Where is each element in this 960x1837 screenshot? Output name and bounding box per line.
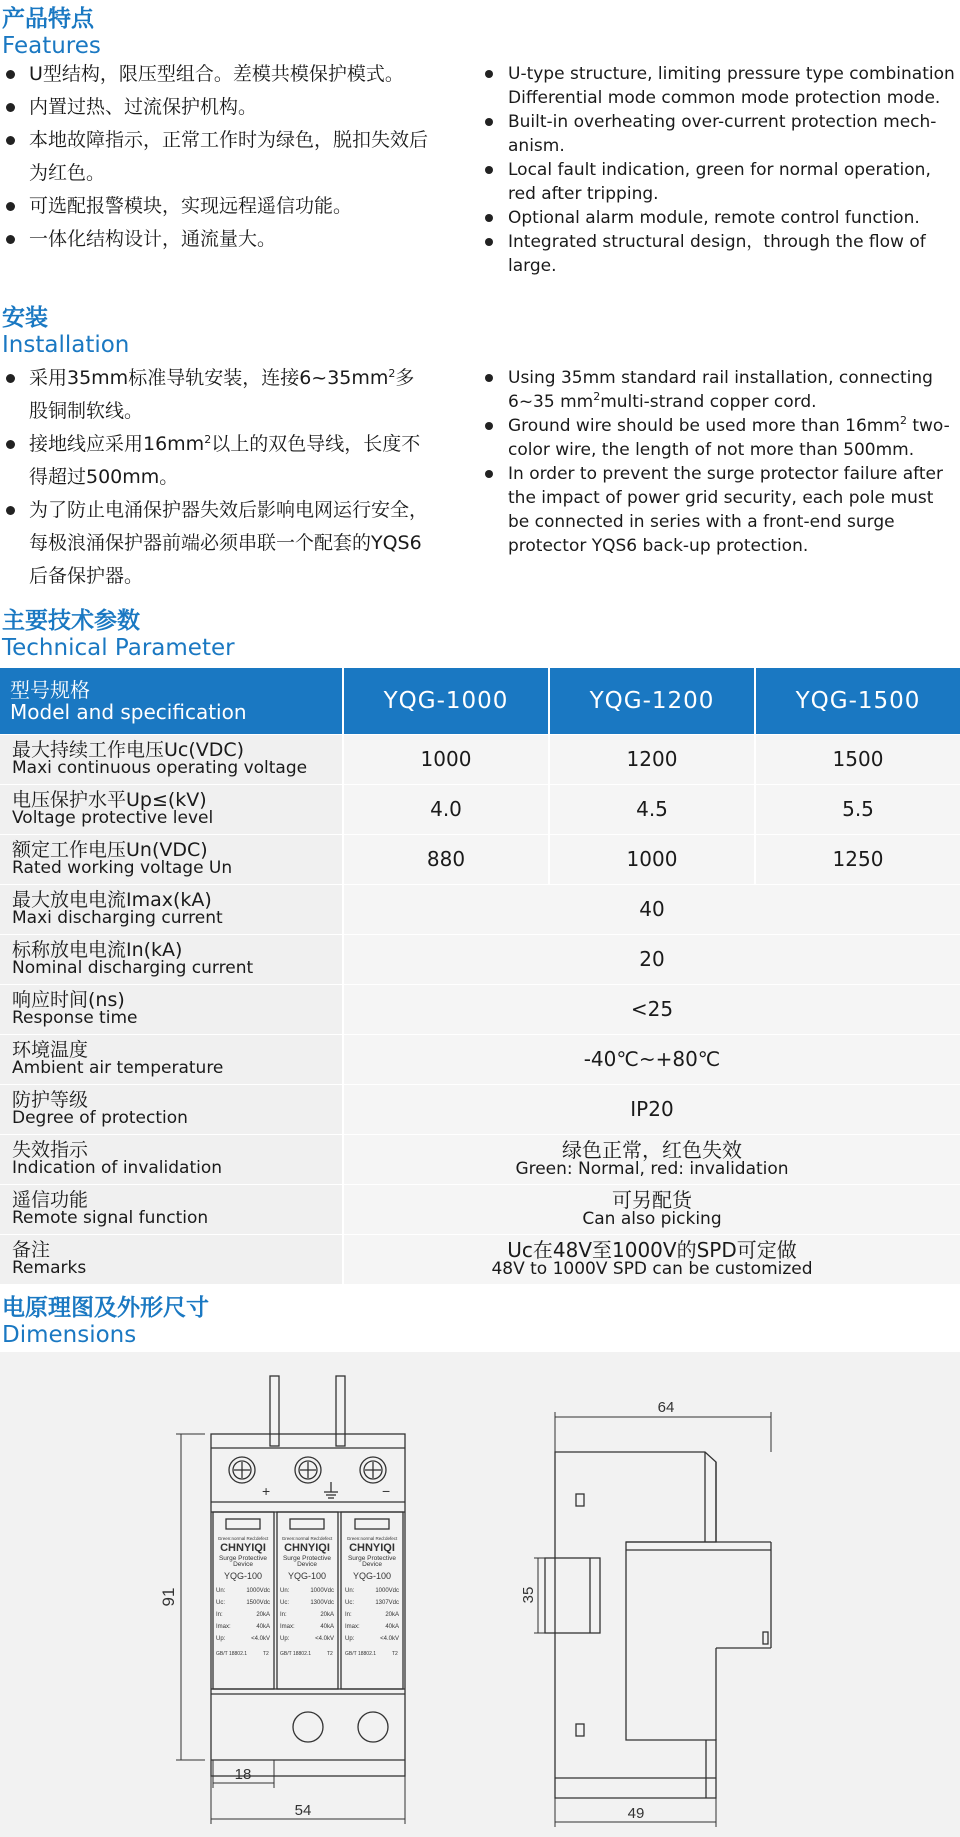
item-text: 为了防止电涌保护器失效后影响电网运行安全，每极浪涌保护器前端必须串联一个配套的YQS6后备保护器。	[29, 499, 429, 587]
list-item: 内置过热、过流保护机构。	[0, 91, 430, 124]
list-item: 一体化结构设计，通流量大。	[0, 223, 430, 256]
cell-value-en: Can also picking	[582, 1209, 722, 1229]
spec-imax: 40kA	[256, 1624, 270, 1630]
row-label-cn: 电压保护水平Up≤(kV)	[12, 789, 207, 811]
label-uc: Uc:	[216, 1600, 225, 1606]
row-label	[0, 784, 343, 834]
ground-symbol-icon	[324, 1482, 338, 1498]
row-label-cn: 响应时间(ns)	[12, 989, 125, 1011]
item-text: 以上的双色导线，长度不得超过500mm。	[29, 433, 421, 488]
list-item: Integrated structural design，through the flow of large.	[480, 230, 960, 278]
terminal-plus: +	[262, 1483, 271, 1499]
superscript: 2	[899, 414, 907, 427]
row-label	[0, 984, 343, 1034]
module-brand: CHNYIQI	[349, 1542, 395, 1554]
module-indicator: Green:normal Red:defect	[217, 1536, 269, 1541]
technical-parameter-table	[0, 668, 960, 1285]
item-text: multi-strand copper cord.	[600, 392, 817, 412]
item-text: 采用35mm标准导轨安装，连接6~35mm	[29, 367, 389, 389]
row-label	[0, 834, 343, 884]
front-view-drawing	[159, 1376, 405, 1824]
row-label-cn: 防护等级	[12, 1089, 89, 1111]
spec-uc: 1300Vdc	[310, 1600, 334, 1606]
list-item	[480, 462, 960, 558]
table-cell: 4.5	[549, 784, 755, 834]
spec-up: <4.0kV	[251, 1636, 270, 1642]
label-up: Up:	[280, 1636, 290, 1642]
table-cell: 20	[343, 934, 960, 984]
row-label-en: Remarks	[12, 1258, 87, 1278]
module-type: Device	[233, 1561, 253, 1568]
row-label-cn: 最大持续工作电压Uc(VDC)	[12, 739, 245, 761]
table-cell: 1000	[343, 734, 549, 784]
row-label-en: Remote signal function	[12, 1208, 209, 1228]
table-row	[0, 834, 960, 884]
spec-up: <4.0kV	[380, 1636, 399, 1642]
model-header-1: YQG-1000	[343, 668, 549, 734]
features-title-cn: 产品特点	[2, 6, 94, 32]
label-up: Up:	[345, 1636, 355, 1642]
list-item	[0, 428, 430, 494]
row-label	[0, 934, 343, 984]
superscript: 2	[204, 433, 212, 446]
dimension-side-depth-label: 64	[657, 1399, 675, 1416]
row-label-en: Response time	[12, 1008, 138, 1028]
table-cell	[343, 1234, 960, 1284]
label-imax: Imax:	[216, 1624, 231, 1630]
model-header-2: YQG-1200	[549, 668, 755, 734]
features-title-en: Features	[2, 33, 101, 59]
table-cell: 1000	[549, 834, 755, 884]
module-indicator: Green:normal Red:defect	[281, 1536, 333, 1541]
dimension-height	[176, 1434, 205, 1760]
module-type: Device	[297, 1561, 317, 1568]
spec-standard: GB/T 18802.1	[216, 1651, 248, 1657]
label-imax: Imax:	[345, 1624, 360, 1630]
label-in: In:	[345, 1612, 352, 1618]
list-item: 本地故障指示，正常工作时为绿色，脱扣失效后为红色。	[0, 124, 430, 190]
spec-uc: 1307Vdc	[375, 1600, 399, 1606]
row-label	[0, 1234, 343, 1284]
module-model: YQG-100	[223, 1571, 263, 1581]
features-list-cn	[0, 58, 430, 256]
spec-in: 20kA	[320, 1612, 334, 1618]
item-text: Using 35mm standard rail installation, connecting 6~35 mm	[508, 368, 933, 412]
row-label	[0, 884, 343, 934]
item-text: Ground wire should be used more than 16mm	[508, 416, 900, 436]
module-model: YQG-100	[287, 1571, 327, 1581]
row-label-cn: 失效指示	[12, 1139, 89, 1161]
cell-value-cn: 可另配货	[612, 1188, 692, 1212]
table-row	[0, 1084, 960, 1134]
spec-in: 20kA	[256, 1612, 270, 1618]
dimension-height-label: 91	[159, 1587, 178, 1607]
dimension-side-bottom-label: 49	[627, 1805, 645, 1822]
list-item: U-type structure, limiting pressure type combination Differential mode common mode protection mode.	[480, 62, 960, 110]
item-text: 多股铜制软线。	[29, 367, 415, 422]
table-cell: -40℃~+80℃	[343, 1034, 960, 1084]
table-header-row	[0, 668, 960, 734]
row-label-cn: 最大放电电流Imax(kA)	[12, 889, 212, 911]
row-label	[0, 1184, 343, 1234]
row-label	[0, 734, 343, 784]
bottom-clips	[293, 1712, 388, 1742]
label-up: Up:	[216, 1636, 226, 1642]
module-brand: CHNYIQI	[284, 1542, 330, 1554]
window-indicator	[576, 1494, 584, 1506]
dimension-rail-label: 35	[520, 1586, 537, 1604]
table-cell	[343, 1134, 960, 1184]
model-header-3: YQG-1500	[755, 668, 960, 734]
row-label-cn: 标称放电电流In(kA)	[12, 939, 183, 961]
label-uc: Uc:	[345, 1600, 354, 1606]
spec-up: <4.0kV	[315, 1636, 334, 1642]
row-label-cn: 额定工作电压Un(VDC)	[12, 839, 208, 861]
module-2-label	[280, 1536, 334, 1657]
row-label-en: Rated working voltage Un	[12, 858, 233, 878]
module-type: Device	[362, 1561, 382, 1568]
spec-in: 20kA	[385, 1612, 399, 1618]
label-un: Un:	[280, 1588, 290, 1594]
table-row	[0, 884, 960, 934]
table-row	[0, 784, 960, 834]
list-item: U型结构，限压型组合。差模共模保护模式。	[0, 58, 430, 91]
table-cell: 1200	[549, 734, 755, 784]
list-item	[0, 362, 430, 428]
dimension-side-depth	[555, 1412, 771, 1452]
table-row	[0, 1184, 960, 1234]
list-item: Local fault indication, green for normal operation, red after tripping.	[480, 158, 960, 206]
label-un: Un:	[216, 1588, 226, 1594]
side-body-outline	[555, 1452, 716, 1798]
table-cell: <25	[343, 984, 960, 1034]
spec-standard: GB/T 18802.1	[345, 1651, 377, 1657]
list-item	[480, 414, 960, 462]
spec-un: 1000Vdc	[246, 1588, 270, 1594]
window-indicator	[576, 1724, 584, 1736]
t2-mark: T2	[263, 1651, 269, 1657]
row-label-cn: 环境温度	[12, 1039, 89, 1061]
cell-value-en: 48V to 1000V SPD can be customized	[491, 1259, 813, 1279]
header-label-en: Model and specification	[10, 699, 247, 724]
features-list-en	[480, 62, 960, 278]
label-in: In:	[216, 1612, 223, 1618]
table-row	[0, 1234, 960, 1284]
spec-un: 1000Vdc	[310, 1588, 334, 1594]
label-in: In:	[280, 1612, 287, 1618]
technical-title-cn: 主要技术参数	[2, 608, 140, 634]
spec-un: 1000Vdc	[375, 1588, 399, 1594]
table-row	[0, 1034, 960, 1084]
module-type: Surge Protective	[282, 1555, 332, 1562]
table-row	[0, 984, 960, 1034]
label-uc: Uc:	[280, 1600, 289, 1606]
latch-detail	[763, 1632, 768, 1644]
cell-value-cn: 绿色正常，红色失效	[562, 1138, 742, 1162]
table-cell: 880	[343, 834, 549, 884]
installation-list-cn	[0, 362, 430, 593]
table-cell: 5.5	[755, 784, 960, 834]
technical-title-en: Technical Parameter	[2, 635, 235, 661]
rail-clip	[545, 1558, 600, 1633]
label-imax: Imax:	[280, 1624, 295, 1630]
module-indicator: Green:normal Red:defect	[346, 1536, 398, 1541]
row-label-en: Maxi continuous operating voltage	[12, 758, 308, 778]
spec-uc: 1500Vdc	[246, 1600, 270, 1606]
header-label-cn: 型号规格	[10, 677, 90, 702]
cell-value-en: Green: Normal, red: invalidation	[515, 1159, 789, 1179]
list-item: Optional alarm module, remote control function.	[480, 206, 960, 230]
terminal-screws	[229, 1457, 386, 1483]
t2-mark: T2	[327, 1651, 333, 1657]
table-cell	[343, 1184, 960, 1234]
superscript: 2	[593, 390, 601, 403]
table-cell: 1250	[755, 834, 960, 884]
row-label	[0, 1034, 343, 1084]
row-label-en: Nominal discharging current	[12, 958, 254, 978]
installation-title-cn: 安装	[2, 305, 48, 331]
table-cell: 1500	[755, 734, 960, 784]
module-model: YQG-100	[352, 1571, 392, 1581]
item-text: two-color wire, the length of not more than 500mm.	[508, 416, 950, 460]
wire-leads	[270, 1376, 345, 1446]
list-item	[480, 366, 960, 414]
side-view-drawing	[520, 1399, 771, 1827]
row-label-cn: 遥信功能	[12, 1189, 89, 1211]
module-1-label	[216, 1536, 270, 1657]
label-un: Un:	[345, 1588, 355, 1594]
row-label-en: Maxi discharging current	[12, 908, 223, 928]
table-row	[0, 1134, 960, 1184]
module-type: Surge Protective	[218, 1555, 268, 1562]
t2-mark: T2	[392, 1651, 398, 1657]
list-item	[0, 494, 430, 593]
installation-title-en: Installation	[2, 332, 130, 358]
dimensions-title-en: Dimensions	[2, 1322, 137, 1348]
spec-imax: 40kA	[385, 1624, 399, 1630]
row-label-en: Indication of invalidation	[12, 1158, 223, 1178]
row-label	[0, 1084, 343, 1134]
dimension-module-width-label: 18	[234, 1766, 252, 1783]
row-label-en: Degree of protection	[12, 1108, 188, 1128]
header-label	[0, 668, 343, 734]
table-cell: 4.0	[343, 784, 549, 834]
spec-imax: 40kA	[320, 1624, 334, 1630]
cell-value-cn: Uc在48V至1000V的SPD可定做	[507, 1238, 797, 1262]
terminal-minus: −	[382, 1483, 391, 1499]
item-text: In order to prevent the surge protector failure after the impact of power grid security, each pole must be connected in series with a front-end surge protector YQS6 back-up protection.	[508, 464, 943, 556]
dimension-drawings	[0, 1352, 960, 1837]
list-item: Built-in overheating over-current protection mech-anism.	[480, 110, 960, 158]
module-type: Surge Protective	[347, 1555, 397, 1562]
row-label-en: Ambient air temperature	[12, 1058, 224, 1078]
dimension-total-width-label: 54	[294, 1802, 312, 1819]
table-row	[0, 934, 960, 984]
installation-list-en	[480, 366, 960, 558]
row-label-cn: 备注	[12, 1239, 51, 1261]
item-text: 接地线应采用16mm	[29, 433, 205, 455]
module-brand: CHNYIQI	[220, 1542, 266, 1554]
module-3-label	[345, 1536, 399, 1657]
dimensions-drawing-area	[0, 1352, 960, 1837]
list-item: 可选配报警模块，实现远程遥信功能。	[0, 190, 430, 223]
table-cell: IP20	[343, 1084, 960, 1134]
table-row	[0, 734, 960, 784]
dimensions-title-cn: 电原理图及外形尺寸	[2, 1295, 209, 1321]
row-label-en: Voltage protective level	[12, 808, 214, 828]
spec-standard: GB/T 18802.1	[280, 1651, 312, 1657]
row-label	[0, 1134, 343, 1184]
superscript: 2	[388, 367, 396, 380]
table-cell: 40	[343, 884, 960, 934]
